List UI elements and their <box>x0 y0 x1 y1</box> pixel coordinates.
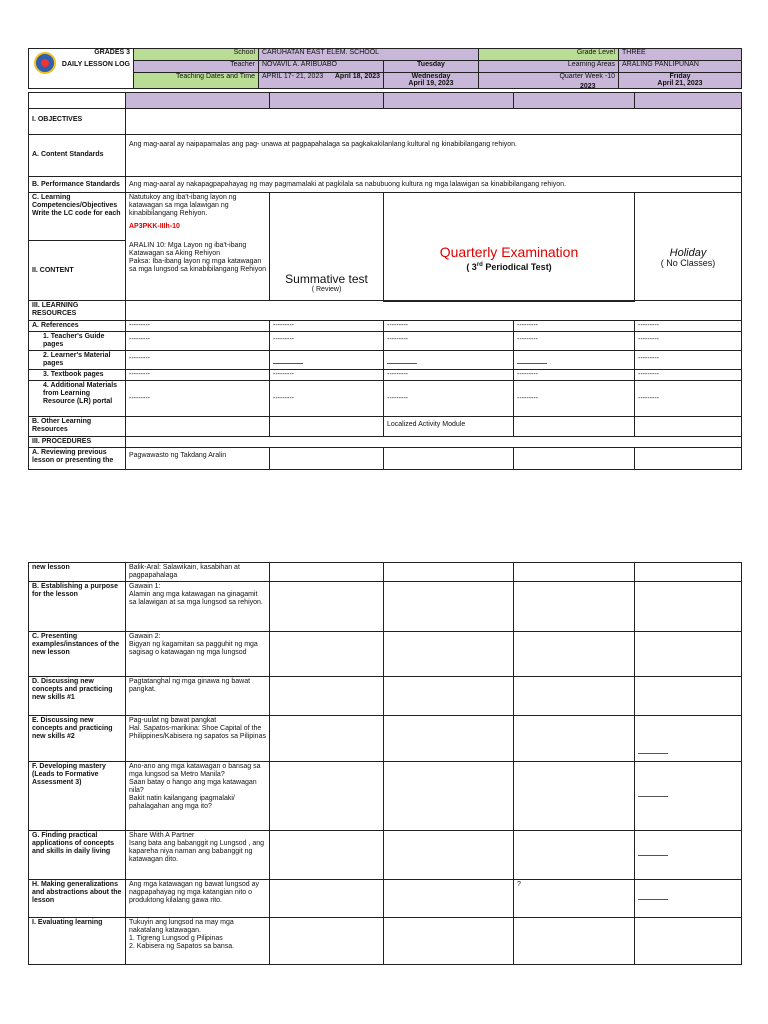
ref-dash-5: --------- <box>635 321 742 332</box>
am-dash-3: --------- <box>384 381 514 417</box>
wednesday-cell <box>384 73 479 89</box>
a-top-5 <box>635 448 742 470</box>
performance-standards-text: Ang mag-aaral ay nakapagpapahayag ng may pagmamalaki at pagkilala sa nabubuong kultura ng mga lalawigan sa kinabibilangang rehiyon. <box>126 177 742 193</box>
discussing-2-label: E. Discussing new concepts and practicing new skills #2 <box>29 716 126 762</box>
c-5 <box>635 632 742 677</box>
ref-dash-4: --------- <box>514 321 635 332</box>
tb-dash-3: --------- <box>384 370 514 381</box>
tb-dash-1: --------- <box>126 370 270 381</box>
b-4 <box>514 582 635 632</box>
c-3 <box>384 632 514 677</box>
strip-day5 <box>635 93 742 109</box>
grade-level-label: Grade Level <box>479 49 619 61</box>
friday-cell <box>619 73 742 89</box>
i-3 <box>384 918 514 965</box>
references-label: A. References <box>29 321 126 332</box>
tb-dash-4: --------- <box>514 370 635 381</box>
reviewing-text-top: Pagwawasto ng Takdang Aralin <box>126 448 270 470</box>
lm-dash-1: --------- <box>126 351 270 370</box>
holiday-sub: ( No Classes) <box>660 257 716 268</box>
lm-dash-5: --------- <box>635 351 742 370</box>
objectives-heading: I. OBJECTIVES <box>29 109 126 135</box>
g-3 <box>384 831 514 880</box>
tuesday-cell <box>384 61 479 73</box>
am-dash-1: --------- <box>126 381 270 417</box>
summative-sub: ( Review) <box>311 286 342 293</box>
i-4 <box>514 918 635 965</box>
mastery-text: Ano-ano ang mga katawagan o bansag sa mga lungsod sa Metro Manila? Saan batay o hango ang mga katawagan nila? Bakit natin kailangang ipagmalaki/ pahalagahan ang mga ito? <box>126 762 270 831</box>
objectives-blank <box>126 109 742 135</box>
log-title-cell <box>29 61 134 73</box>
reviewing-text-bottom: Balik-Aral: Salawikain, kasabihan at pagpapahalaga <box>126 563 270 582</box>
purpose-text: Gawain 1: Alamin ang mga katawagan na ginagamit sa lalawigan at sa mga lungsod sa rehiyon. <box>126 582 270 632</box>
am-dash-2: --------- <box>270 381 384 417</box>
h-2 <box>270 880 384 918</box>
blank-header-cell <box>29 73 134 89</box>
learning-areas-label: Learning Areas <box>479 61 619 73</box>
friday-name: Friday <box>669 73 691 80</box>
log-title: DAILY LESSON LOG <box>61 60 130 68</box>
teacher-label: Teacher <box>134 61 259 73</box>
tg-dash-1: --------- <box>126 332 270 351</box>
ref-dash-3: --------- <box>384 321 514 332</box>
a-top-4 <box>514 448 635 470</box>
d-2 <box>270 677 384 716</box>
quarterly-title: Quarterly Examination <box>439 243 579 260</box>
ref-dash-1: --------- <box>126 321 270 332</box>
tg-dash-5: --------- <box>635 332 742 351</box>
d-5 <box>635 677 742 716</box>
strip-day3 <box>384 93 514 109</box>
lc-code: AP3PKK-IIIh-10 <box>129 223 180 230</box>
d-4 <box>514 677 635 716</box>
am-dash-5: --------- <box>635 381 742 417</box>
summative-title: Summative test <box>285 272 368 286</box>
evaluating-label: I. Evaluating learning <box>29 918 126 965</box>
school-label-cell: School <box>134 49 259 61</box>
textbook-label: 3. Textbook pages <box>29 370 126 381</box>
localized-module: Localized Activity Module <box>384 417 514 437</box>
content-standards-label: A. Content Standards <box>29 135 126 177</box>
tuesday-name: Tuesday <box>417 61 445 68</box>
discussing-1-text: Pagtatanghal ng mga ginawa ng bawat pangkat. <box>126 677 270 716</box>
f-3 <box>384 762 514 831</box>
d-3 <box>384 677 514 716</box>
a-top-2 <box>270 448 384 470</box>
a-top-3 <box>384 448 514 470</box>
quarter-label: Quarter <box>559 73 584 80</box>
ab-5 <box>635 563 742 582</box>
other-2 <box>270 417 384 437</box>
tg-dash-2: --------- <box>270 332 384 351</box>
b-2 <box>270 582 384 632</box>
learners-material-label: 2. Learner's Material pages <box>29 351 126 370</box>
generalizations-label: H. Making generalizations and abstractions about the lesson <box>29 880 126 918</box>
strip-day2 <box>270 93 384 109</box>
tg-dash-3: --------- <box>384 332 514 351</box>
reviewing-label-bottom: new lesson <box>29 563 126 582</box>
mastery-label: F. Developing mastery (Leads to Formative Assessment 3) <box>29 762 126 831</box>
f-4 <box>514 762 635 831</box>
competencies-text: Natutukoy ang iba't-ibang layon ng katawagan sa mga lalawigan ng kinabibilangang Rehiyon. <box>129 194 237 217</box>
tb-dash-2: --------- <box>270 370 384 381</box>
grade-level-value: THREE <box>619 49 742 61</box>
teachers-guide-label: 1. Teacher's Guide pages <box>29 332 126 351</box>
lm-line-2 <box>270 351 384 370</box>
b-3 <box>384 582 514 632</box>
discussing-2-text: Pag-uulat ng bawat pangkat Hal. Sapatos-marikina: Shoe Capital of the Philippines/Kabisera ng sapatos sa Pilipinas <box>126 716 270 762</box>
applications-text: Share With A Partner Isang bata ang babanggit ng Lungsod , ang kapareha niya naman ang babanggit ng katawagan dito. <box>126 831 270 880</box>
e-3 <box>384 716 514 762</box>
reviewing-label-top: A. Reviewing previous lesson or presenting the <box>29 448 126 470</box>
strip-blank <box>29 93 126 109</box>
h-4: ? <box>514 880 635 918</box>
e-2 <box>270 716 384 762</box>
resources-blank <box>126 301 742 321</box>
b-5 <box>635 582 742 632</box>
dates-text: APRIL 17- 21, 2023 <box>262 73 324 80</box>
f-5 <box>635 762 742 831</box>
applications-label: G. Finding practical applications of concepts and skills in daily living <box>29 831 126 880</box>
dates-value <box>259 73 384 89</box>
grades-cell <box>29 49 134 61</box>
additional-materials-label: 4. Additional Materials from Learning Resource (LR) portal <box>29 381 126 417</box>
holiday-cell <box>635 193 742 301</box>
h-5 <box>635 880 742 918</box>
presenting-label: C. Presenting examples/instances of the new lesson <box>29 632 126 677</box>
ab-4 <box>514 563 635 582</box>
ref-dash-2: --------- <box>270 321 384 332</box>
holiday-title: Holiday <box>669 246 707 259</box>
grades-label: GRADES 3 <box>94 49 130 56</box>
c-2 <box>270 632 384 677</box>
purpose-label: B. Establishing a purpose for the lesson <box>29 582 126 632</box>
other-resources-label: B. Other Learning Resources <box>29 417 126 437</box>
tb-dash-5: --------- <box>635 370 742 381</box>
summative-cell <box>270 193 384 301</box>
evaluating-text: Tukuyin ang lungsod na may mga nakatalang katawagan. 1. Tigreng Lungsod g Pilipinas 2. Kabisera ng Sapatos sa bansa. <box>126 918 270 965</box>
ab-3 <box>384 563 514 582</box>
quarter-value: Week -10 <box>585 73 615 80</box>
content-label: II. CONTENT <box>29 241 126 301</box>
performance-standards-label: B. Performance Standards <box>29 177 126 193</box>
wednesday-date: April 19, 2023 <box>408 80 454 87</box>
thursday-date: 2023 <box>580 83 596 90</box>
g-2 <box>270 831 384 880</box>
strip-day4 <box>514 93 635 109</box>
resources-heading: III. LEARNING RESOURCES <box>29 301 126 321</box>
friday-date: April 21, 2023 <box>657 80 703 87</box>
other-5 <box>635 417 742 437</box>
quarter-cell <box>479 73 619 89</box>
quarterly-sub: ( 3rd Periodical Test) <box>466 261 552 272</box>
other-1 <box>126 417 270 437</box>
content-standards-text: Ang mag-aaral ay naipapamalas ang pag- unawa at pagpapahalaga sa pagkakakilanlang kultural ng kinabibilangang rehiyon. <box>126 135 742 177</box>
discussing-1-label: D. Discussing new concepts and practicing new skills #1 <box>29 677 126 716</box>
strip-day1 <box>126 93 270 109</box>
i-2 <box>270 918 384 965</box>
g-5 <box>635 831 742 880</box>
tuesday-date: April 18, 2023 <box>334 73 380 80</box>
presenting-text: Gawain 2: Bigyan ng kagamitan sa pagguhit ng mga sagisag o katawagan ng mga lungsod <box>126 632 270 677</box>
school-value-cell: CARUHATAN EAST ELEM. SCHOOL <box>259 49 479 61</box>
lm-line-3 <box>384 351 514 370</box>
e-5 <box>635 716 742 762</box>
other-4 <box>514 417 635 437</box>
learning-area-value: ARALING PANLIPUNAN <box>619 61 742 73</box>
i-5 <box>635 918 742 965</box>
procedures-table <box>28 562 742 965</box>
ab-2 <box>270 563 384 582</box>
quarterly-cell <box>384 193 635 301</box>
competencies-label: C. Learning Competencies/Objectives Write the LC code for each <box>29 193 126 241</box>
g-4 <box>514 831 635 880</box>
f-2 <box>270 762 384 831</box>
wednesday-name: Wednesday <box>411 73 451 80</box>
competencies-cell <box>126 193 270 241</box>
c-4 <box>514 632 635 677</box>
lesson-log-header-table <box>28 48 742 89</box>
h-3 <box>384 880 514 918</box>
generalizations-text: Ang mga katawagan ng bawat lungsod ay nagpapahayag ng mga katangian nito o produktong kilalang gawa rito. <box>126 880 270 918</box>
e-4 <box>514 716 635 762</box>
am-dash-4: --------- <box>514 381 635 417</box>
content-text: ARALIN 10: Mga Layon ng iba't-ibang Katawagan sa Aking Rehiyon Paksa: Iba-ibang layon ng mga katawagan sa mga lungsod sa kinabibilangang Rehiyon <box>126 241 270 301</box>
lm-line-4 <box>514 351 635 370</box>
dates-label: Teaching Dates and Time <box>134 73 259 89</box>
teacher-value: NOVAVIL A. ARIBUABO <box>259 61 384 73</box>
objectives-table <box>28 92 742 470</box>
procedures-heading: III. PROCEDURES <box>29 437 126 448</box>
procedures-blank <box>126 437 742 448</box>
tg-dash-4: --------- <box>514 332 635 351</box>
